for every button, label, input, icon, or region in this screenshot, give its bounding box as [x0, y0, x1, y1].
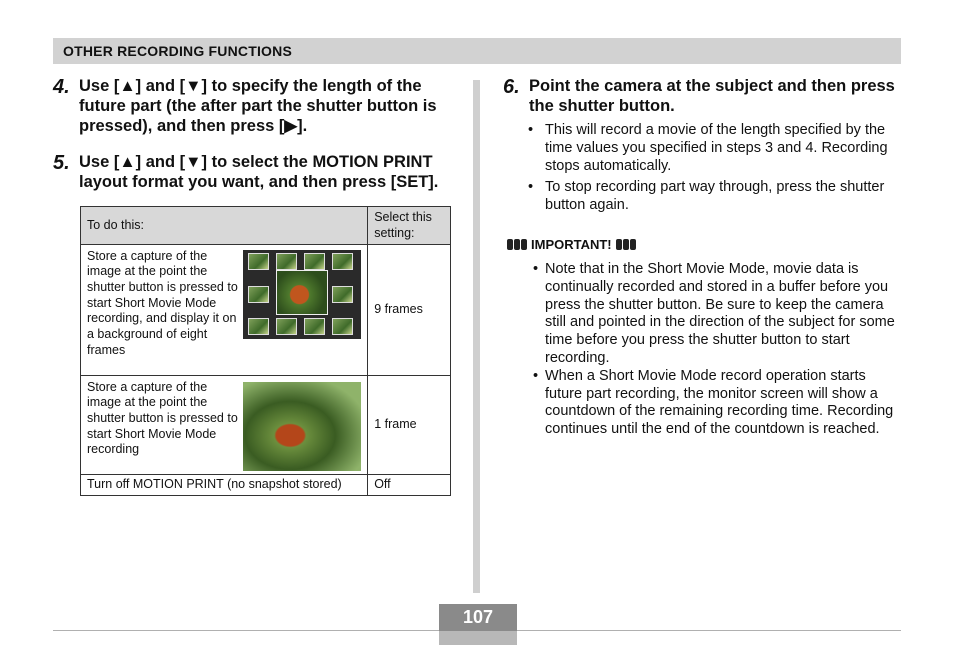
table-cell-description: Turn off MOTION PRINT (no snapshot stored) — [81, 475, 368, 496]
table-header-row — [81, 207, 451, 245]
page-number-band — [439, 631, 517, 645]
table-header-cell: Select this setting: — [368, 207, 451, 245]
table-cell-setting: Off — [368, 475, 451, 496]
step-6-number: 6. — [503, 76, 520, 98]
important-heading — [503, 237, 640, 252]
page-number: 107 — [439, 604, 517, 631]
table-cell-description: Store a capture of the image at the point the shutter button is pressed to start Short Movie Mode recording, and display it on a background of eight frames — [87, 248, 238, 357]
table-cell-setting: 9 frames — [368, 245, 451, 376]
step-6-text: Point the camera at the subject and then press the shutter button. — [529, 77, 895, 115]
column-divider — [473, 80, 480, 593]
step-5-number: 5. — [53, 152, 70, 174]
table-row — [81, 245, 451, 376]
list-item: • When a Short Movie Mode record operation starts future part recording, the monitor screen will show a countdown of the remaining recording time. Recording continues until the end of the countdown is reached. — [533, 367, 894, 438]
nine-frame-layout-image — [243, 250, 361, 339]
bullet-icon: • — [528, 122, 534, 138]
list-item: • Note that in the Short Movie Mode, movie data is continually recorded and stored in a buffer before you press the shutter button. Be sure to keep the camera still and pointed in the direction of the subject for some time before you press the shutter button to start recording. — [533, 261, 895, 366]
step-4-number: 4. — [53, 76, 70, 98]
table-row — [81, 475, 451, 496]
important-list — [533, 261, 905, 439]
table-row — [81, 376, 451, 475]
list-item: • To stop recording part way through, press the shutter button again. — [528, 179, 885, 214]
table-header-cell: To do this: — [81, 207, 368, 245]
bullet-icon: • — [528, 179, 534, 196]
important-right-icon — [616, 239, 636, 250]
step-6-bullets — [528, 122, 903, 219]
motion-print-table — [80, 206, 451, 496]
section-title: OTHER RECORDING FUNCTIONS — [63, 43, 292, 59]
step-5-text: Use [▲] and [▼] to select the MOTION PRINT layout format you want, and then press [SET]. — [79, 153, 439, 191]
table-cell-description: Store a capture of the image at the point the shutter button is pressed to start Short Movie Mode recording — [87, 379, 238, 457]
bullet-icon: • — [533, 261, 539, 277]
bullet-icon: • — [533, 367, 539, 384]
section-header — [53, 38, 901, 64]
table-cell-setting: 1 frame — [368, 376, 451, 475]
list-item: • This will record a movie of the length specified by the time values you specified in steps 3 and 4. Recording stops automatically. — [528, 122, 888, 174]
important-label: IMPORTANT! — [531, 237, 612, 252]
single-frame-photo — [243, 382, 361, 471]
step-4-text: Use [▲] and [▼] to specify the length of the future part (the after part the shutter button is pressed), and then press [▶]. — [79, 77, 437, 135]
important-left-icon — [507, 239, 527, 250]
